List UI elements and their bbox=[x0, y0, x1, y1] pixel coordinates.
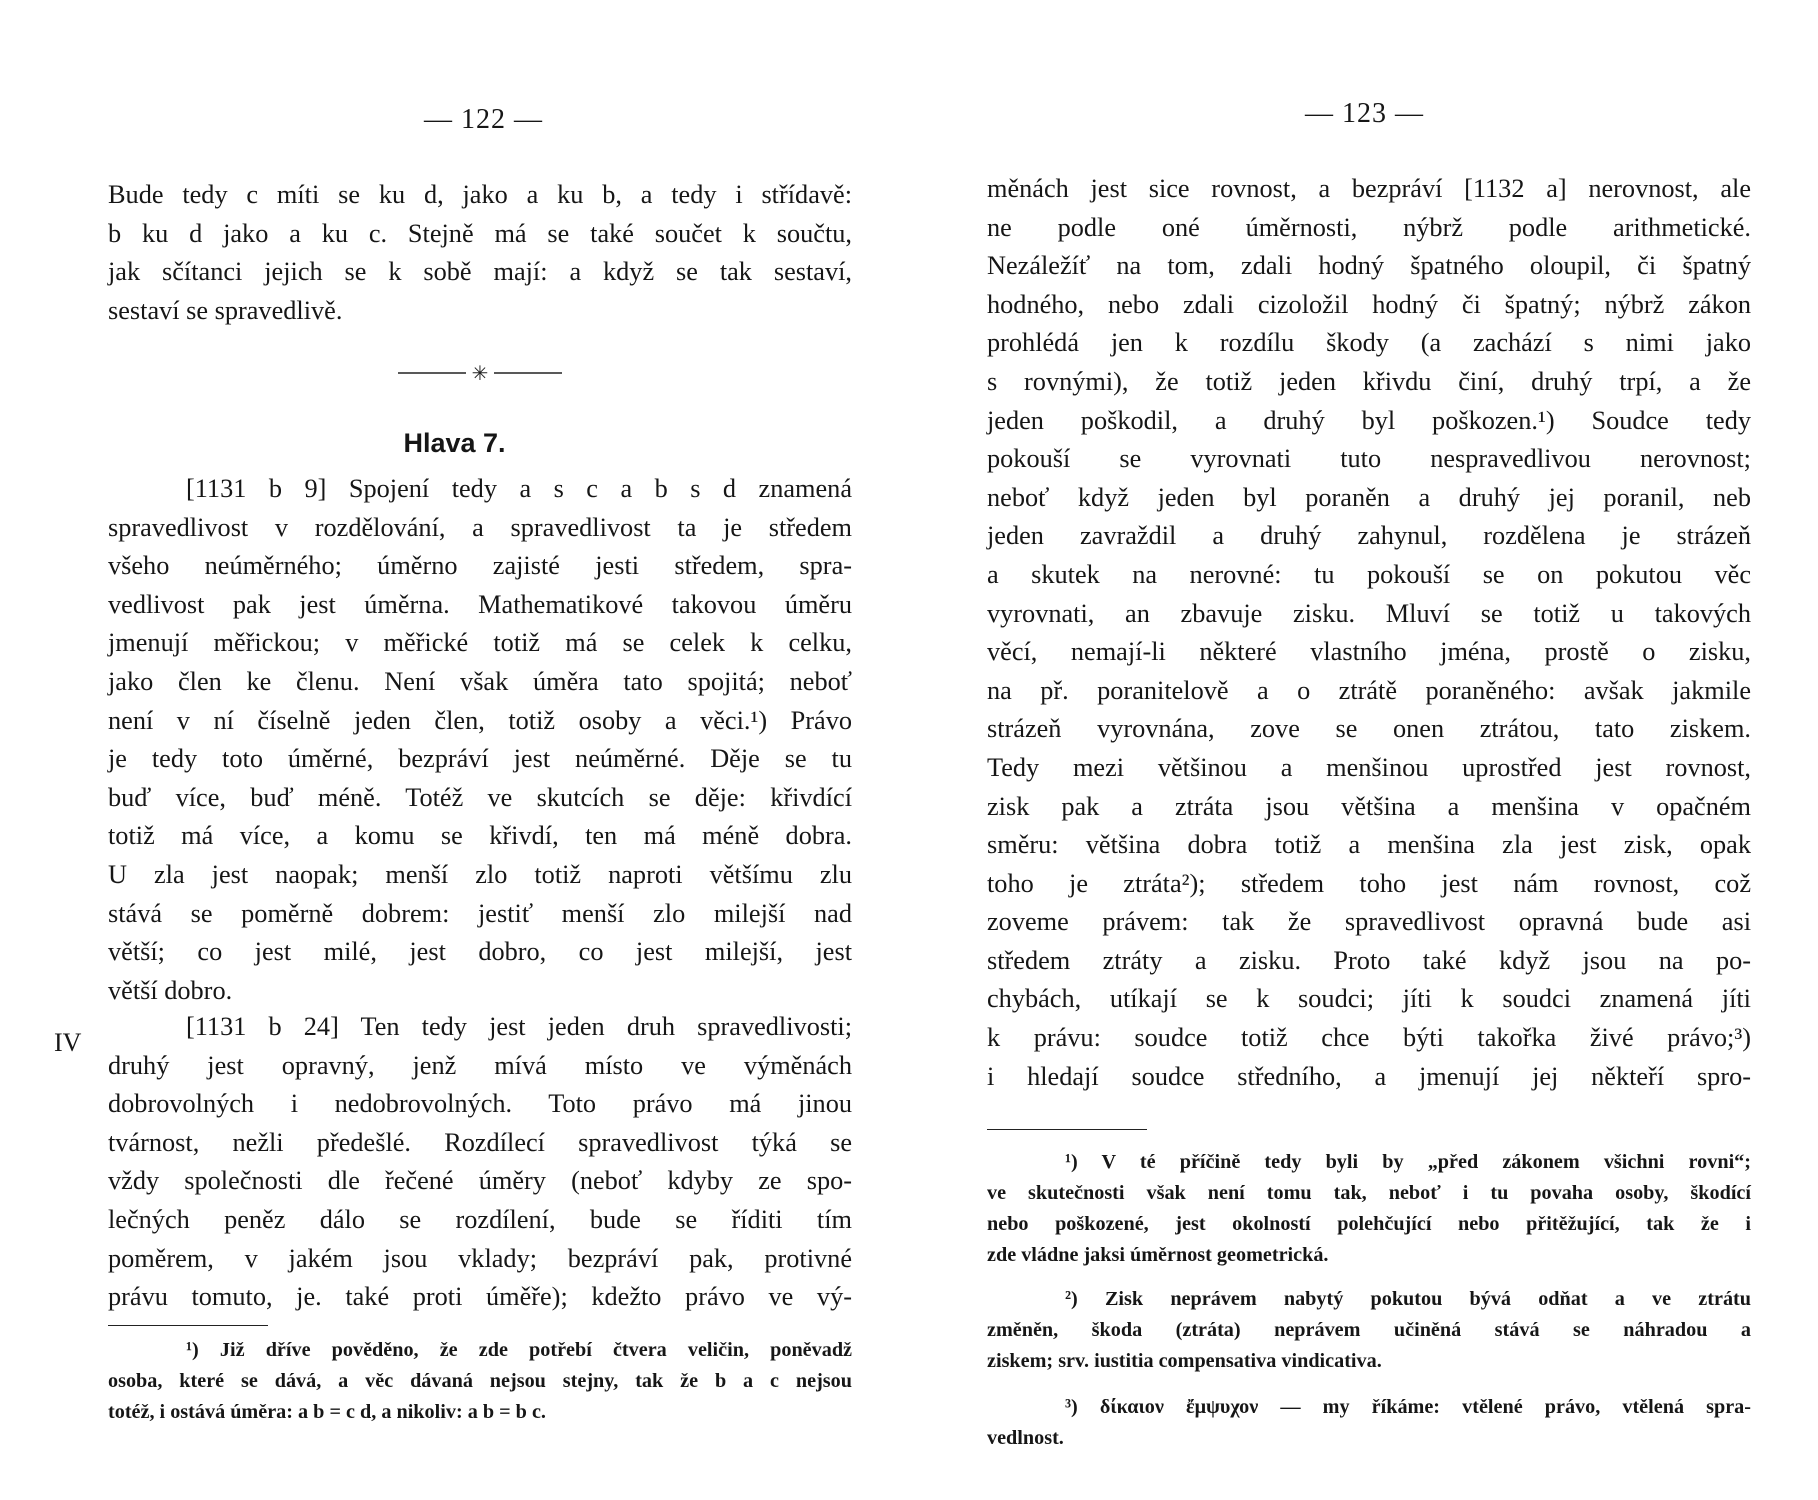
text-line: pokouší se vyrovnati tuto nespravedlivou nerovnost; bbox=[987, 444, 1751, 474]
footnote-line: totéž, i ostává úměra: a b = c d, a nikoliv: a b = b c. bbox=[108, 1401, 546, 1423]
footnote-1 bbox=[987, 1147, 1751, 1271]
text-line: chybách, utíkají se k soudci; jíti k soudci znamená jíti bbox=[987, 984, 1751, 1014]
page-number: — 123 — bbox=[1305, 98, 1424, 129]
text-line: jako člen ke členu. Není však úměra tato spojitá; neboť bbox=[108, 666, 852, 696]
body-paragraph bbox=[987, 170, 1751, 1096]
text-line: není v ní číselně jeden člen, totiž osoby a věci.¹) Právo bbox=[108, 705, 852, 735]
text-line: vyrovnati, an zbavuje zisku. Mluví se totiž u takových bbox=[987, 598, 1751, 628]
text-line: tvárnost, nežli předešlé. Rozdílecí spravedlivost týká se bbox=[108, 1127, 852, 1157]
footnote-line: ve skutečnosti však není tomu tak, neboť i tu povaha osoby, škodící bbox=[987, 1182, 1751, 1204]
text-line: toho je ztráta²); středem toho jest nám rovnost, což bbox=[987, 868, 1751, 898]
text-line: vždy společnosti dle řečené úměry (neboť kdyby ze spo- bbox=[108, 1166, 852, 1196]
text-line: věcí, nemají-li některé vlastního jména, prostě o zisku, bbox=[987, 637, 1751, 667]
footnote-line: ¹) Již dříve pověděno, že zde potřebí čtvera veličin, poněvadž bbox=[186, 1339, 852, 1361]
text-line: stává se poměrně dobrem: jestiť menší zlo milejší nad bbox=[108, 898, 852, 928]
asterism-icon bbox=[398, 363, 562, 383]
text-line: s rovnými), že totiž jeden křivdu činí, druhý trpí, a že bbox=[987, 366, 1751, 396]
text-line: Tedy mezi většinou a menšinou uprostřed jest rovnost, bbox=[987, 752, 1751, 782]
section-divider bbox=[398, 363, 562, 383]
text-line: totiž má více, a komu se křivdí, ten má méně dobra. bbox=[108, 821, 852, 851]
text-line: hodného, nebo zdali cizoložil hodný či špatný; nýbrž zákon bbox=[987, 289, 1751, 319]
page-number: — 122 — bbox=[424, 104, 543, 135]
margin-note: IV bbox=[54, 1028, 82, 1057]
text-line: spravedlivost v rozdělování, a spravedlivost ta je středem bbox=[108, 512, 852, 542]
footnote-line: vedlnost. bbox=[987, 1427, 1064, 1449]
text-line: buď více, buď méně. Totéž ve skutcích se děje: křivdící bbox=[108, 782, 852, 812]
text-line: směru: většina dobra totiž a menšina zla jest zisk, opak bbox=[987, 830, 1751, 860]
text-line: druhý jest opravný, jenž mívá místo ve výměnách bbox=[108, 1050, 852, 1080]
text-line: všeho neúměrného; úměrno zajisté jesti středem, spra- bbox=[108, 551, 852, 581]
text-line: k právu: soudce totiž chce býti takořka živé právo;³) bbox=[987, 1023, 1751, 1053]
footnote-line: změněn, škoda (ztráta) neprávem učiněná stává se náhradou a bbox=[987, 1319, 1751, 1341]
text-line: dobrovolných i nedobrovolných. Toto právo má jinou bbox=[108, 1089, 852, 1119]
text-line: a skutek na nerovné: tu pokouší se on pokutou věc bbox=[987, 559, 1751, 589]
paragraph-1 bbox=[108, 176, 852, 330]
text-line: poměrem, v jakém jsou vklady; bezpráví pak, protivné bbox=[108, 1243, 852, 1273]
text-line: Bude tedy c míti se ku d, jako a ku b, a tedy i střídavě: bbox=[108, 180, 852, 209]
paragraph-3 bbox=[108, 1008, 852, 1317]
text-line: jeden poškodil, a druhý byl poškozen.¹) Soudce tedy bbox=[987, 405, 1751, 435]
text-line: [1131 b 24] Ten tedy jest jeden druh spravedlivosti; bbox=[186, 1012, 852, 1041]
text-line: právu tomuto, je. také proti úměře); kdežto právo ve vý- bbox=[108, 1282, 852, 1312]
footnote-rule bbox=[108, 1325, 268, 1326]
text-line: jeden zavraždil a druhý zahynul, rozdělena je strázeň bbox=[987, 521, 1751, 551]
text-line: prohlédá jen k rozdílu škody (a zachází s nimi jako bbox=[987, 328, 1751, 358]
footnote-line: ¹) V té příčině tedy byli by „před zákonem všichni rovni“; bbox=[1065, 1151, 1751, 1173]
text-line: lečných peněz dálo se rozdílení, bude se říditi tím bbox=[108, 1204, 852, 1234]
text-line: větší dobro. bbox=[108, 975, 233, 1005]
text-line: je tedy toto úměrné, bezpráví jest neúměrné. Děje se tu bbox=[108, 744, 852, 774]
footnote-line: ³) δίκαιον ἔμψυχον — my říkáme: vtělené právo, vtělená spra- bbox=[1065, 1396, 1751, 1418]
text-line: i hledají soudce středního, a jmenují jej někteří spro- bbox=[987, 1061, 1751, 1091]
text-line: Nezáležíť na tom, zdali hodný špatného oloupil, či špatný bbox=[987, 251, 1751, 281]
text-line: zisk pak a ztráta jsou většina a menšina v opačném bbox=[987, 791, 1751, 821]
footnote-2 bbox=[987, 1284, 1751, 1377]
footnote-line: zde vládne jaksi úměrnost geometrická. bbox=[987, 1244, 1329, 1266]
text-line: jmenují měřickou; v měřické totiž má se celek k celku, bbox=[108, 628, 852, 658]
footnote-3 bbox=[987, 1392, 1751, 1454]
footnote-line: osoba, které se dává, a věc dávaná nejsou stejny, tak že b a c nejsou bbox=[108, 1370, 852, 1392]
footnote-line: nebo poškozené, jest okolností polehčující nebo přitěžující, tak že i bbox=[987, 1213, 1751, 1235]
text-line: strázeň vyrovnána, zove se onen ztrátou, tato ziskem. bbox=[987, 714, 1751, 744]
text-line: na př. poranitelově a o ztrátě poraněného: avšak jakmile bbox=[987, 675, 1751, 705]
text-line: U zla jest naopak; menší zlo totiž naproti většímu zlu bbox=[108, 859, 852, 889]
text-line: b ku d jako a ku c. Stejně má se také součet k součtu, bbox=[108, 218, 852, 248]
svg-text:✳: ✳ bbox=[471, 363, 489, 383]
right-page bbox=[909, 0, 1818, 1500]
text-line: ne podle oné úměrnosti, nýbrž podle arithmetické. bbox=[987, 212, 1751, 242]
footnote-rule bbox=[987, 1129, 1147, 1130]
footnote-1 bbox=[108, 1335, 852, 1428]
text-line: jak sčítanci jejich se k sobě mají: a když se tak sestaví, bbox=[108, 257, 852, 287]
text-line: vedlivost pak jest úměrna. Mathematikové takovou úměru bbox=[108, 589, 852, 619]
text-line: sestaví se spravedlivě. bbox=[108, 295, 343, 325]
text-line: středem ztráty a zisku. Proto také když jsou na po- bbox=[987, 945, 1751, 975]
chapter-heading: Hlava 7. bbox=[403, 428, 506, 458]
text-line: [1131 b 9] Spojení tedy a s c a b s d znamená bbox=[186, 474, 852, 503]
paragraph-2 bbox=[108, 470, 852, 1010]
footnote-line: ziskem; srv. iustitia compensativa vindicativa. bbox=[987, 1350, 1382, 1372]
text-line: větší; co jest milé, jest dobro, co jest milejší, jest bbox=[108, 937, 852, 967]
text-line: zoveme právem: tak že spravedlivost opravná bude asi bbox=[987, 907, 1751, 937]
text-line: měnách jest sice rovnost, a bezpráví [1132 a] nerovnost, ale bbox=[987, 174, 1751, 203]
text-line: neboť když jeden byl poraněn a druhý jej poranil, neb bbox=[987, 482, 1751, 512]
footnote-line: ²) Zisk neprávem nabytý pokutou bývá odňat a ve ztrátu bbox=[1065, 1288, 1751, 1310]
